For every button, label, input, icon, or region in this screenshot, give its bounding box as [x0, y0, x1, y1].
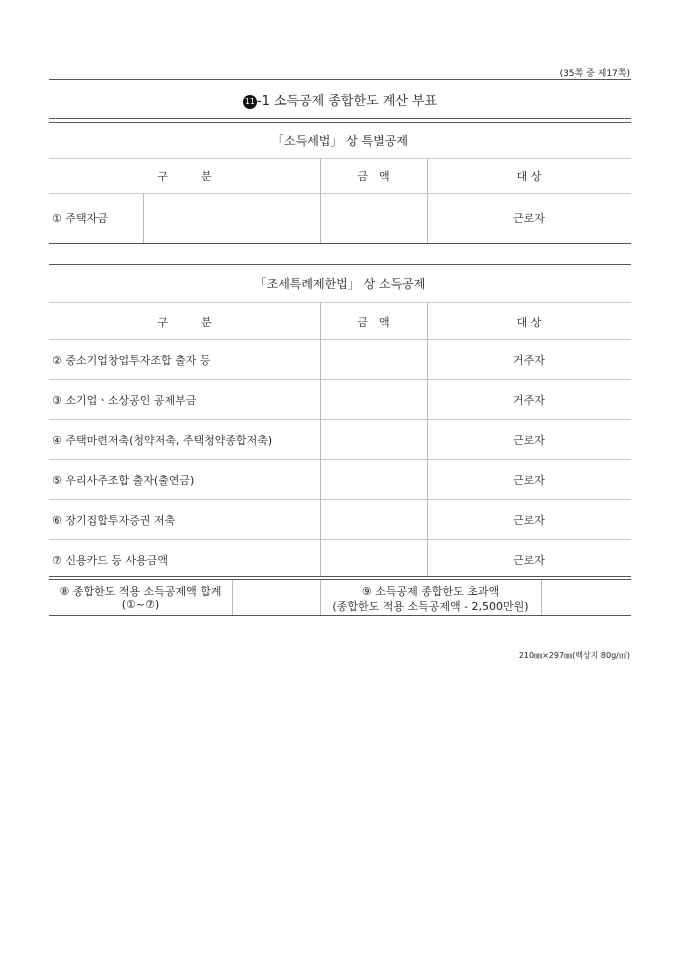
header-target: 대 상	[516, 316, 542, 329]
row-target: 거주자	[513, 354, 545, 367]
total-amount-field[interactable]	[233, 581, 319, 614]
title-text: -1 소득공제 종합한도 계산 부표	[256, 94, 438, 109]
divider	[49, 579, 631, 580]
header-category: 구 분	[157, 170, 212, 183]
form-title	[49, 90, 631, 109]
excess-label-formula: (종합한도 적용 소득공제액 - 2,500만원)	[332, 600, 529, 613]
page-counter: (35쪽 중 제17쪽)	[559, 69, 630, 79]
row-label: ⑥ 장기집합투자증권 저축	[52, 514, 176, 527]
title-badge: 11	[243, 95, 257, 109]
header-category: 구 분	[157, 316, 212, 329]
section1-title: 「소득세법」 상 특별공제	[272, 134, 408, 148]
row-target: 근로자	[513, 474, 545, 487]
divider	[49, 158, 631, 159]
row-label: ④ 주택마련저축(청약저축, 주택청약종합저축)	[52, 434, 273, 447]
divider	[49, 79, 631, 80]
excess-label: ⑨ 소득공제 종합한도 초과액	[361, 585, 500, 598]
divider	[49, 615, 631, 616]
divider	[49, 302, 631, 303]
header-amount: 금 액	[357, 170, 390, 183]
row-amount-field[interactable]	[321, 380, 426, 418]
row-target: 근로자	[513, 554, 545, 567]
divider	[49, 576, 631, 577]
divider	[49, 243, 631, 244]
divider	[49, 118, 631, 119]
row-label: ⑦ 신용카드 등 사용금액	[52, 554, 168, 567]
row-label: ① 주택자금	[52, 212, 108, 225]
divider	[49, 122, 631, 123]
row-target: 근로자	[513, 434, 545, 447]
row-amount-field[interactable]	[321, 340, 426, 378]
row-amount-field[interactable]	[321, 460, 426, 498]
header-amount: 금 액	[357, 316, 390, 329]
row-label: ③ 소기업ㆍ소상공인 공제부금	[52, 394, 197, 407]
row-label: ② 중소기업창업투자조합 출자 등	[52, 354, 211, 367]
row-amount-field[interactable]	[321, 500, 426, 538]
divider	[49, 264, 631, 265]
divider	[427, 158, 428, 243]
row-target: 거주자	[513, 394, 545, 407]
row-target: 근로자	[513, 212, 545, 225]
section2-title: 「조세특례제한법」 상 소득공제	[254, 277, 426, 291]
total-label: ⑧ 종합한도 적용 소득공제액 합계	[59, 585, 222, 598]
row-target: 근로자	[513, 514, 545, 527]
excess-amount-field[interactable]	[542, 581, 630, 614]
row1-detail-field[interactable]	[144, 194, 319, 242]
paper-spec: 210㎜×297㎜(백상지 80g/㎡)	[518, 651, 630, 660]
row1-amount-field[interactable]	[321, 194, 426, 242]
total-label-range: (①~⑦)	[121, 598, 160, 611]
row-amount-field[interactable]	[321, 420, 426, 458]
header-target: 대 상	[516, 170, 542, 183]
row-amount-field[interactable]	[321, 540, 426, 578]
row-label: ⑤ 우리사주조합 출자(출연금)	[52, 474, 195, 487]
